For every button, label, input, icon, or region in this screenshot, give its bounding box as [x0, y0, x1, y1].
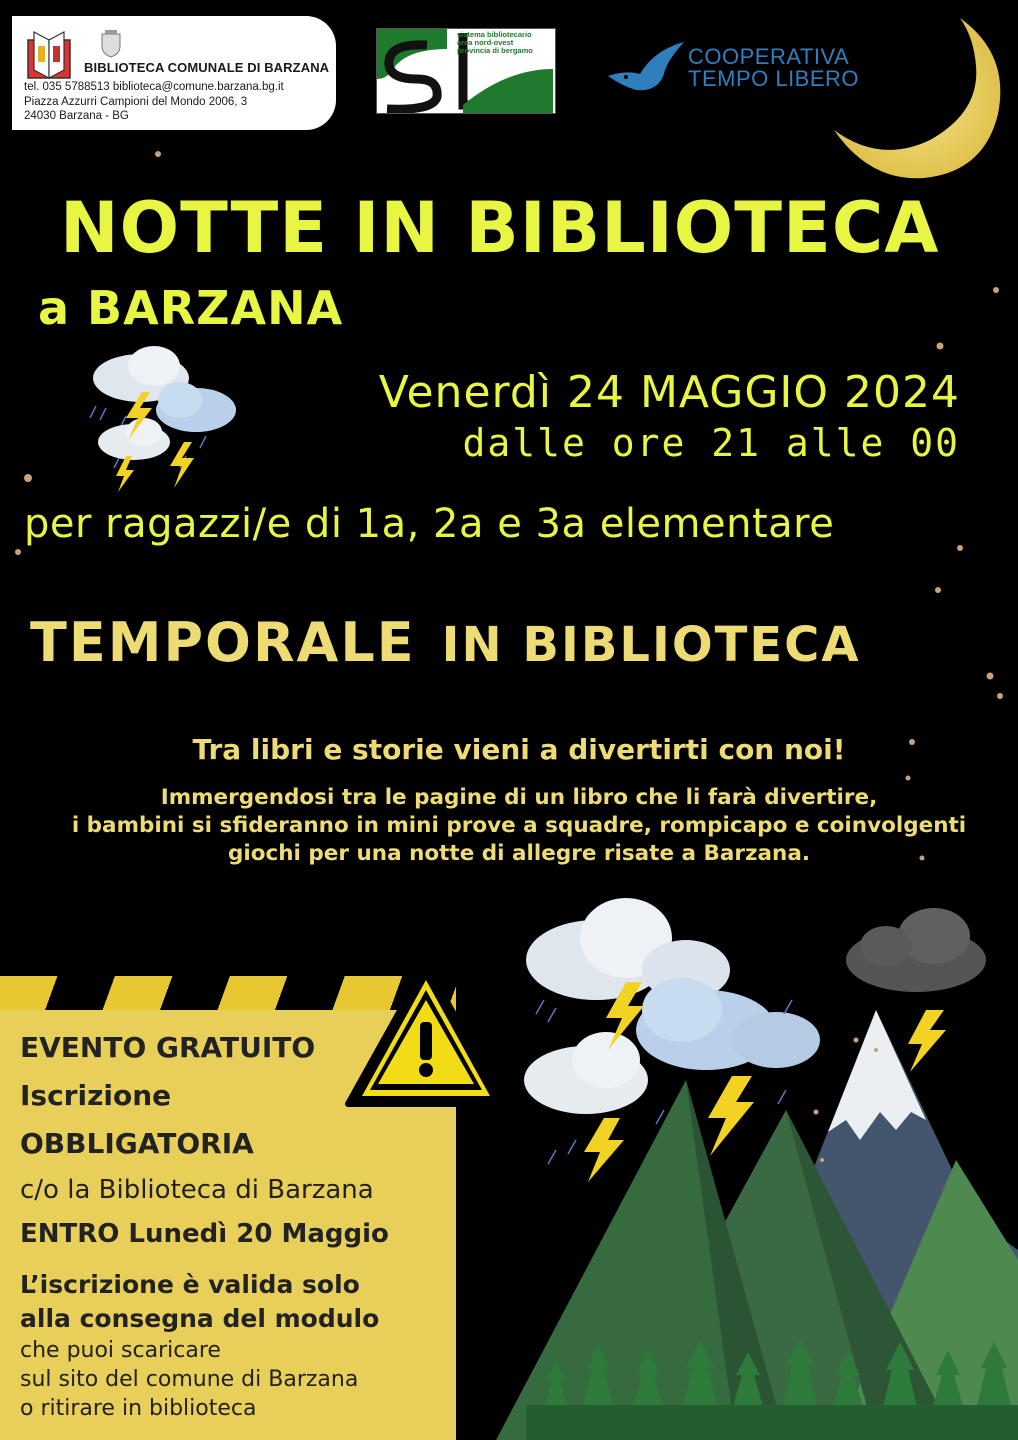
description-line: i bambini si sfideranno in mini prove a squadre, rompicapo e coinvolgenti [71, 813, 967, 838]
validity-text: alla consegna del modulo [20, 1304, 380, 1333]
event-date: Venerdì 24 MAGGIO 2024 [378, 367, 960, 418]
note-text: sul sito del comune di Barzana [20, 1367, 359, 1392]
theme-big: TEMPORALE [30, 611, 416, 674]
star-icon [937, 343, 944, 350]
contact-city: 24030 Barzana - BG [24, 110, 129, 122]
crest-icon [100, 30, 122, 58]
star-icon [24, 474, 32, 482]
library-contact [24, 80, 284, 124]
event-time: dalle ore 21 alle 00 [462, 421, 960, 465]
sb-caption: sistema bibliotecario area nord-ovest provincia di bergamo [457, 30, 533, 55]
storm-cloud-icon [846, 908, 986, 992]
warning-icon [344, 960, 508, 1110]
theme-small: IN BIBLIOTECA [441, 617, 861, 673]
star-icon [906, 776, 911, 781]
library-header-card [12, 16, 336, 130]
library-name: BIBLIOTECA COMUNALE DI BARZANA [84, 60, 330, 75]
star-icon [935, 587, 941, 593]
star-icon [957, 545, 963, 551]
note-text: che puoi scaricare [20, 1338, 221, 1363]
storm-cloud-icon [524, 898, 820, 1114]
free-event-label: EVENTO GRATUITO [20, 1031, 316, 1064]
star-icon [993, 287, 999, 293]
validity-text: L’iscrizione è valida solo [20, 1270, 360, 1299]
description-line: Immergendosi tra le pagine di un libro che li farà divertire, [160, 785, 878, 810]
moon-icon [820, 14, 1010, 194]
event-subtitle: a BARZANA [38, 281, 344, 335]
star-icon [997, 693, 1003, 699]
registration-label: Iscrizione [20, 1079, 172, 1112]
location-text: c/o la Biblioteca di Barzana [20, 1175, 374, 1205]
contact-address: Piazza Azzurri Campioni del Mondo 2006, 3 [24, 95, 248, 108]
event-title: NOTTE IN BIBLIOTECA [60, 187, 940, 269]
star-icon [155, 151, 161, 157]
event-theme [30, 606, 1010, 682]
description-line: giochi per una notte di allegre risate a Barzana. [227, 841, 811, 866]
event-description [0, 784, 1018, 868]
star-icon [15, 549, 21, 555]
event-tagline: Tra libri e storie vieni a divertirti con noi! [192, 733, 846, 766]
deadline-text: ENTRO Lunedì 20 Maggio [20, 1219, 389, 1249]
book-logo-icon [26, 30, 72, 80]
event-audience: per ragazzi/e di 1a, 2a e 3a elementare [24, 501, 835, 547]
mandatory-label: OBBLIGATORIA [20, 1127, 254, 1160]
note-text: o ritirare in biblioteca [20, 1396, 257, 1421]
mountain-storm-scene [456, 890, 1018, 1440]
bird-logo-icon [606, 40, 686, 100]
sb-logo [376, 28, 556, 114]
storm-cloud-icon [86, 346, 240, 496]
contact-phone-email: tel. 035 5788513 biblioteca@comune.barzana.bg.it [24, 81, 284, 93]
cooperativa-name: COOPERATIVA TEMPO LIBERO [688, 44, 860, 91]
